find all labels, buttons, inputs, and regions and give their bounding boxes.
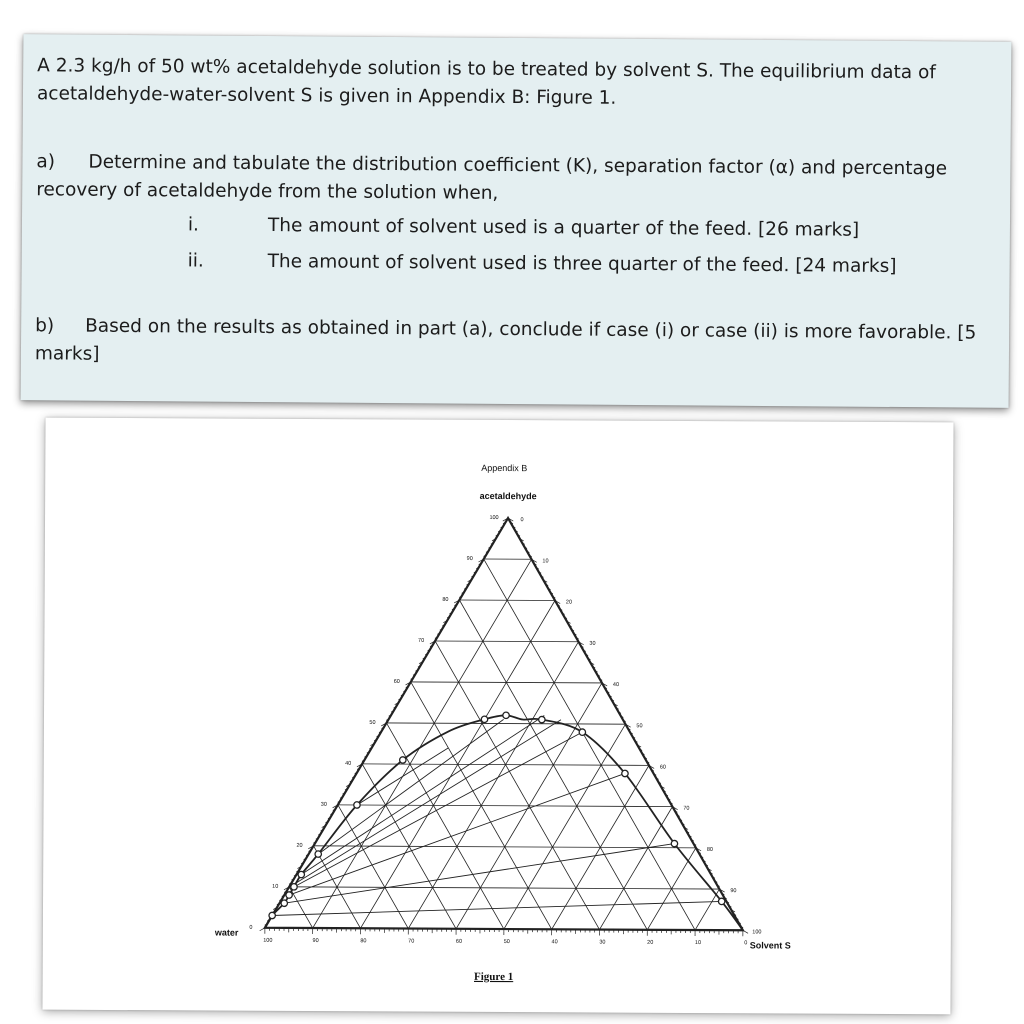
binodal-curve [265, 714, 744, 930]
bottom-tick-label: 10 [694, 940, 702, 947]
left-tick-label: 80 [442, 596, 449, 603]
tie-line [357, 747, 448, 805]
equilibrium-point [579, 729, 585, 735]
bottom-tick-label: 20 [647, 939, 654, 946]
problem-intro: A 2.3 kg/h of 50 wt% acetaldehyde solution is to be treated by solvent S. The equilibrium data of acetaldehyde-water-solvent S is given in Appendix B: Figure 1. [36, 55, 936, 109]
right-tick-label: 80 [706, 846, 713, 853]
equilibrium-point [315, 851, 321, 857]
part-a-item-ii [36, 246, 992, 290]
gridline [434, 641, 601, 930]
equilibrium-point [354, 802, 360, 808]
part-b [35, 312, 991, 376]
gridline [385, 723, 505, 929]
right-tick-label: 30 [589, 640, 596, 647]
bottom-tick-label: 80 [360, 938, 367, 945]
gridline [289, 887, 313, 928]
bottom-tick-label: 90 [312, 938, 319, 945]
problem-card [21, 34, 1012, 408]
tick-mark [260, 928, 265, 931]
gridline [337, 805, 409, 929]
gridline [482, 559, 697, 930]
tick-marks [260, 514, 751, 937]
left-tick-label: 30 [320, 801, 327, 808]
gridline [386, 723, 625, 724]
right-tick-label: 70 [683, 805, 690, 812]
left-tick-label: 70 [418, 637, 425, 644]
water-label: water [214, 927, 239, 938]
gridline [313, 555, 532, 929]
part-a-label: a) [36, 151, 56, 173]
bottom-tick-label: 0 [744, 940, 748, 947]
solubility-curve [265, 714, 744, 930]
right-tick-label: 60 [659, 764, 667, 771]
gridline [338, 805, 673, 807]
tie-line [272, 899, 721, 918]
right-tick-label: 0 [520, 517, 524, 524]
appendix-header: Appendix B [481, 462, 528, 474]
tick-mark [743, 930, 748, 933]
gridline [408, 641, 578, 930]
grid-lines [289, 555, 721, 930]
equilibrium-point [400, 757, 406, 763]
part-b-label: b) [35, 315, 55, 337]
tie-line [284, 842, 674, 906]
item-number: ii. [187, 250, 204, 272]
ternary-diagram [42, 418, 953, 1015]
gridline [289, 887, 719, 889]
part-b-text: Based on the results as obtained in part (a), conclude if case (i) or case (ii) is more favorable. [5 marks] [34, 315, 977, 365]
equilibrium-point [481, 716, 487, 722]
equilibrium-point [298, 871, 304, 877]
item-text: The amount of solvent used is a quarter of the feed. [26 marks] [267, 215, 860, 241]
right-tick-label: 20 [565, 599, 573, 606]
left-tick-label: 50 [369, 719, 376, 726]
equilibrium-point [291, 884, 297, 890]
part-a-text: Determine and tabulate the distribution coefficient (K), separation factor (α) and percentage recovery of acetaldehyde from the solution when, [36, 151, 948, 204]
figure-card [42, 418, 953, 1015]
equilibrium-point [269, 912, 275, 918]
gridline [411, 682, 602, 683]
right-tick-label: 50 [636, 723, 643, 730]
left-tick-label: 0 [249, 924, 253, 931]
bottom-tick-label: 50 [503, 939, 510, 946]
equilibrium-point [622, 770, 628, 776]
bottom-tick-label: 100 [263, 937, 273, 944]
gridline [435, 641, 578, 642]
acetaldehyde-label: acetaldehyde [479, 490, 537, 502]
equilibrium-point [286, 892, 292, 898]
equilibrium-point [671, 840, 677, 846]
equilibrium-points [269, 711, 726, 921]
bottom-tick-label: 70 [408, 938, 415, 945]
item-number: i. [187, 214, 200, 236]
left-tick-label: 40 [345, 760, 352, 767]
item-text: The amount of solvent used is three quarter of the feed. [24 marks] [267, 251, 897, 277]
figure-caption: Figure 1 [473, 970, 514, 984]
bottom-tick-label: 30 [599, 939, 606, 946]
gridline [459, 600, 555, 601]
left-tick-label: 90 [466, 555, 473, 562]
right-tick-label: 90 [730, 888, 737, 895]
tie-line [289, 772, 625, 897]
left-tick-label: 60 [393, 678, 400, 685]
right-tick-label: 40 [612, 682, 620, 689]
bottom-tick-label: 40 [551, 939, 558, 946]
tie-line [318, 718, 503, 855]
right-tick-label: 100 [752, 929, 762, 936]
equilibrium-point [718, 898, 724, 904]
equilibrium-point [539, 716, 545, 722]
equilibrium-point [281, 900, 287, 906]
right-tick-label: 10 [542, 558, 549, 565]
equilibrium-point [503, 712, 509, 718]
solvent-s-label: Solvent S [749, 940, 791, 951]
left-tick-label: 20 [296, 842, 303, 849]
left-tick-label: 100 [489, 514, 499, 522]
part-a [36, 148, 992, 212]
left-tick-label: 10 [272, 883, 279, 890]
bottom-tick-label: 60 [455, 938, 463, 945]
